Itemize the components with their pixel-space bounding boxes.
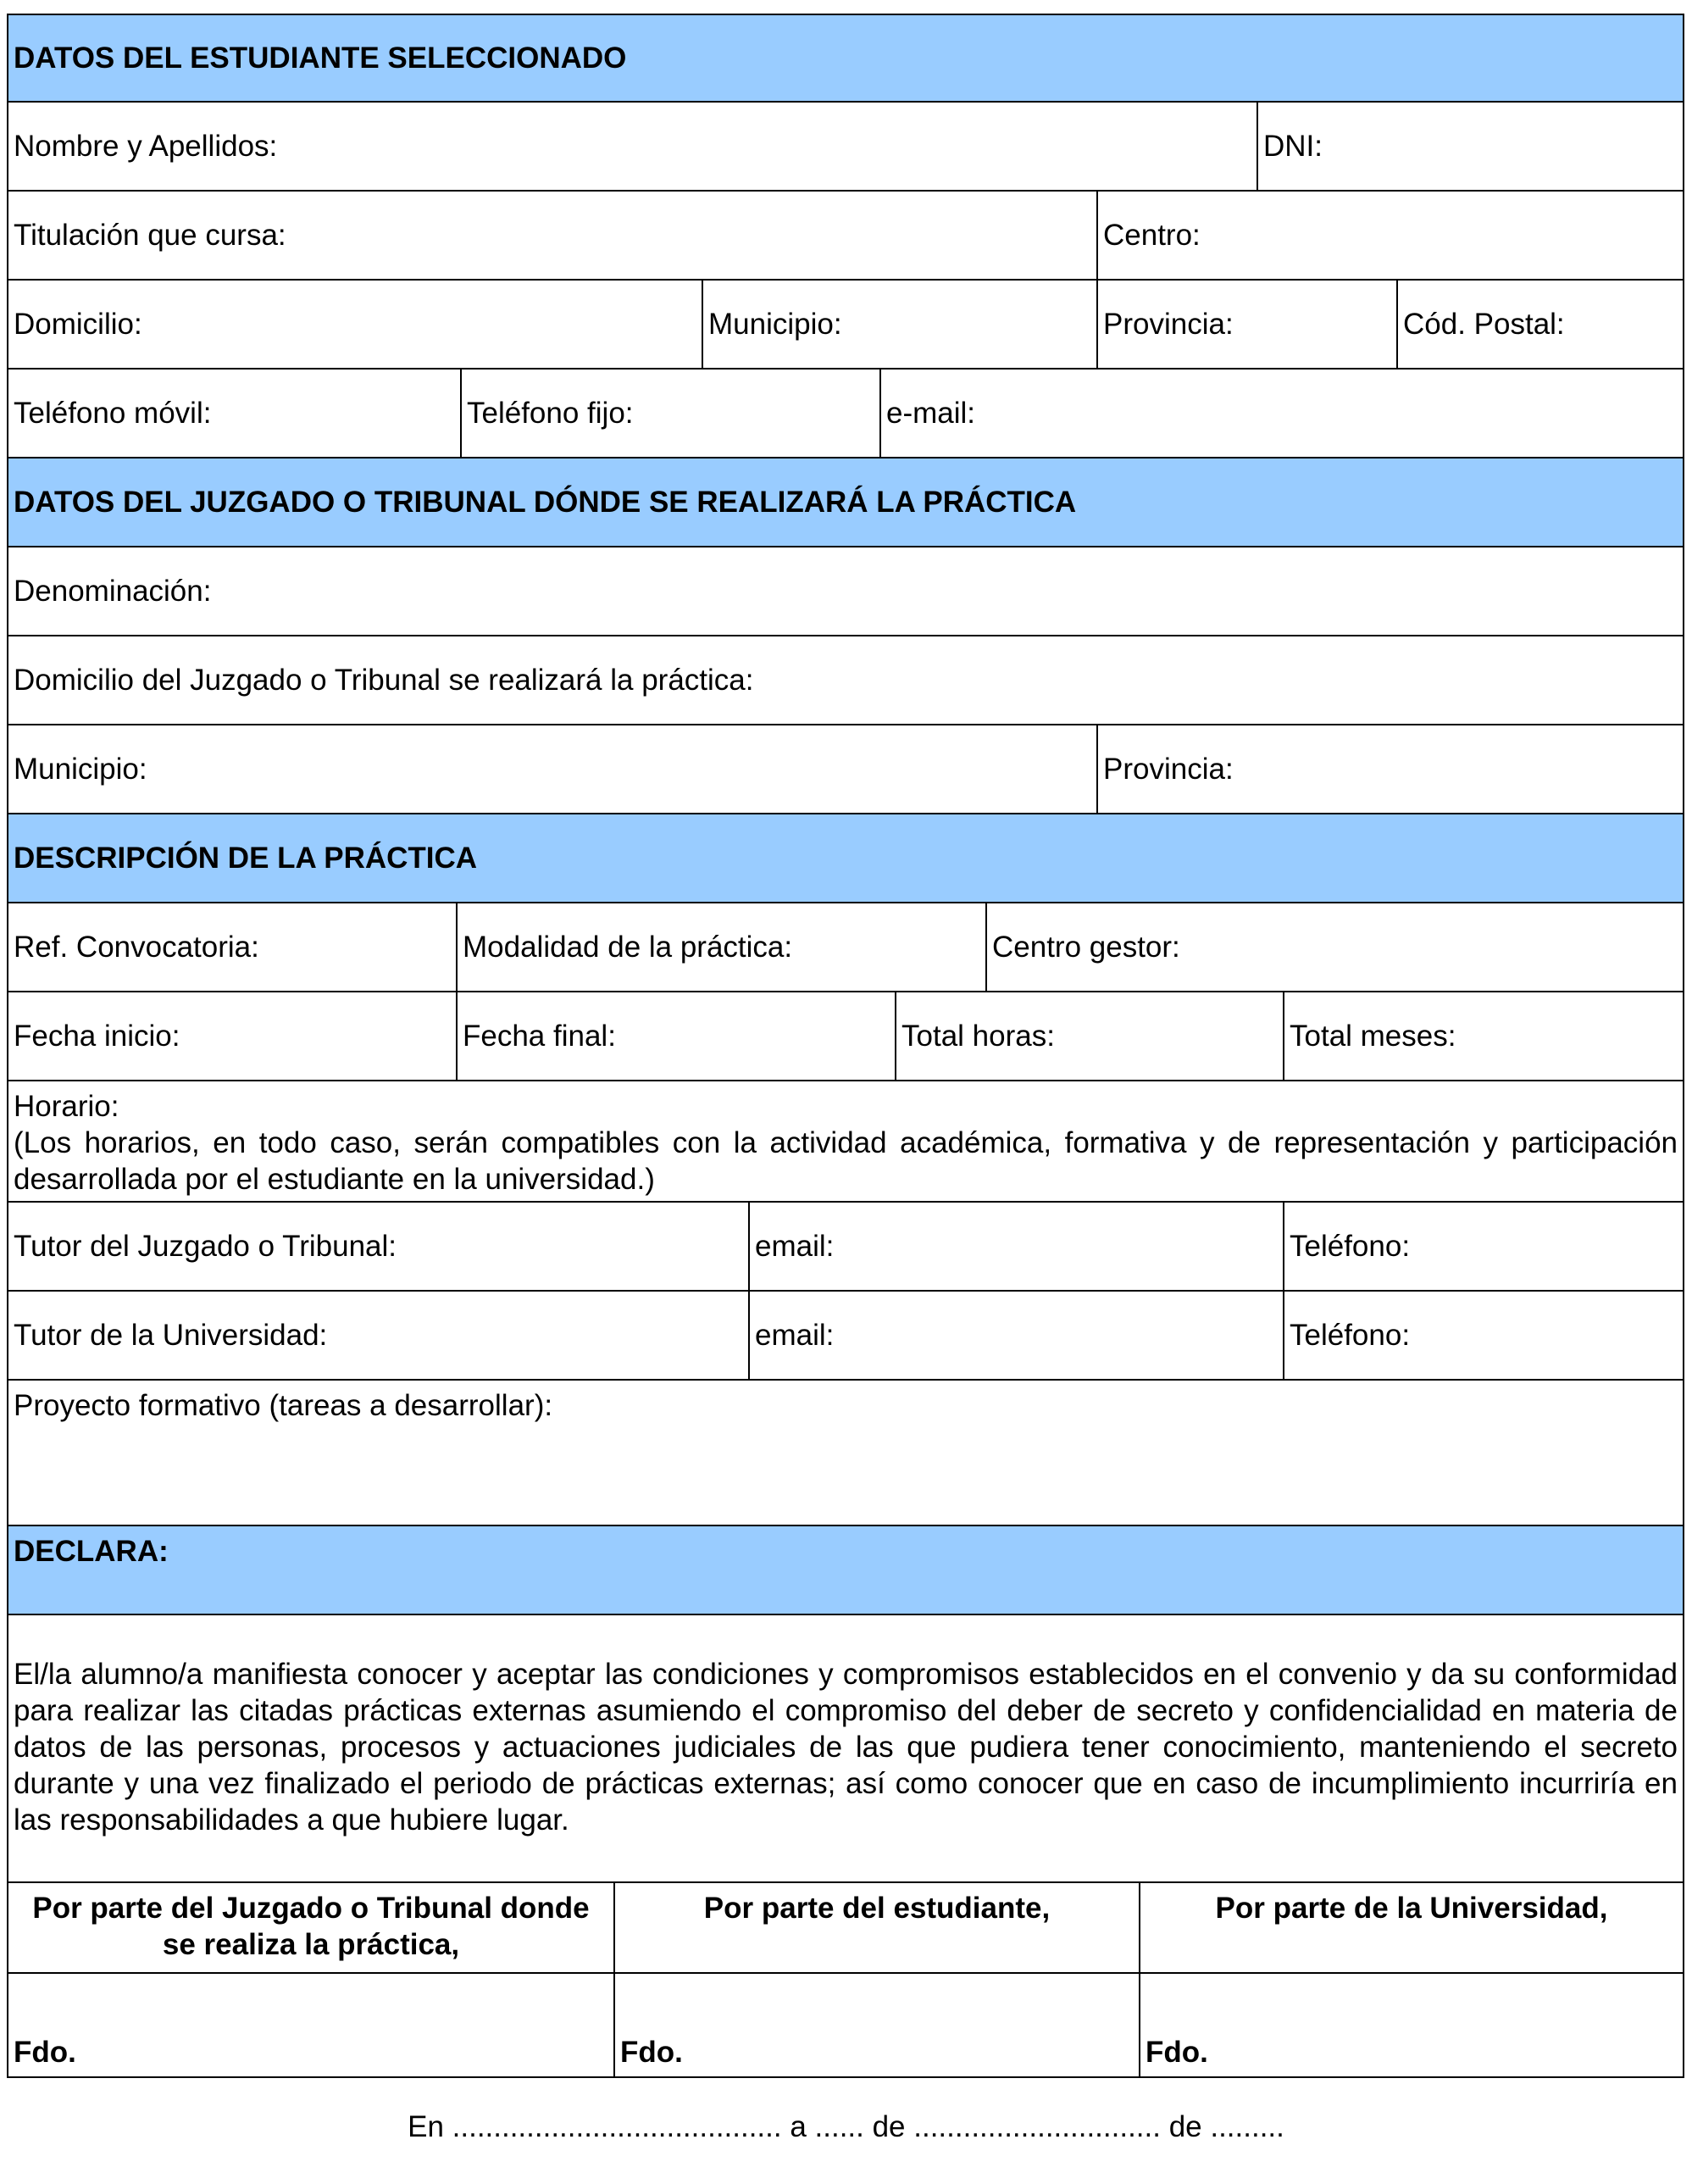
practice-total-hours-field[interactable]: Total horas: [896,992,1284,1080]
court-row-2 [7,636,1684,725]
declares-section-header: DECLARA: [8,1526,1683,1614]
university-tutor-email-field[interactable]: email: [750,1292,1284,1379]
practice-end-date-field[interactable]: Fecha final: [458,992,896,1080]
practice-ref-field[interactable]: Ref. Convocatoria: [8,903,458,991]
student-row-3 [7,281,1684,370]
court-denomination-field[interactable]: Denominación: [14,574,212,608]
practice-start-date-field[interactable]: Fecha inicio: [8,992,458,1080]
practice-managing-center-field[interactable]: Centro gestor: [992,930,1180,964]
student-email-field[interactable]: e-mail: [886,396,976,430]
signature-court-title: Por parte del Juzgado o Tribunal donde se realiza la práctica, [8,1883,615,1972]
student-address-field[interactable]: Domicilio: [8,281,703,368]
practice-schedule-field[interactable] [8,1081,1683,1201]
student-center-field[interactable]: Centro: [1103,218,1201,252]
practice-modality-field[interactable]: Modalidad de la práctica: [458,903,987,991]
court-province-field[interactable]: Provincia: [1103,752,1234,786]
university-tutor-phone-field[interactable]: Teléfono: [1290,1318,1411,1352]
signature-student-title: Por parte del estudiante, [615,1883,1140,1972]
student-row-4 [7,370,1684,458]
student-row-2 [7,192,1684,281]
place-date-line[interactable]: En ........................................ a ...... de .............................. de ......... [408,2110,1284,2143]
court-tutor-row [7,1203,1684,1292]
student-municipality-field[interactable]: Municipio: [703,281,1098,368]
schedule-note: (Los horarios, en todo caso, serán compatibles con la actividad académica, formativa y de representación y participación desarrollada por el estudiante en la universidad.) [14,1126,1678,1196]
student-mobile-field[interactable]: Teléfono móvil: [8,370,462,457]
schedule-label: Horario: [14,1090,119,1123]
court-row-1 [7,547,1684,636]
student-degree-field[interactable]: Titulación que cursa: [8,192,1098,279]
student-name-field[interactable]: Nombre y Apellidos: [8,103,1258,190]
practice-row-1 [7,903,1684,992]
signature-title-row [7,1883,1684,1974]
court-row-3 [7,725,1684,814]
signature-university-title: Por parte de la Universidad, [1215,1892,1608,1925]
signature-university-fdo[interactable]: Fdo. [1146,2036,1208,2069]
student-section-header: DATOS DEL ESTUDIANTE SELECCIONADO [8,15,1683,101]
practice-schedule-row [7,1081,1684,1203]
court-tutor-phone-field[interactable]: Teléfono: [1290,1229,1411,1263]
declaration-text: El/la alumno/a manifiesta conocer y aceptar las condiciones y compromisos establecidos en el convenio y da su conformidad para realizar las citadas prácticas externas asumiendo el compromiso del deber de secreto y confidencialidad en materia de datos de las personas, procesos y actuaciones judiciales de las que pudiera tener conocimiento, manteniendo el secreto durante y una vez finalizado el periodo de prácticas externas; así como conocer que en caso de incumplimiento incurriría en las responsabilidades a que hubiere lugar. [14,1658,1678,1837]
court-section-header: DATOS DEL JUZGADO O TRIBUNAL DÓNDE SE REALIZARÁ LA PRÁCTICA [8,458,1683,546]
practice-total-months-field[interactable]: Total meses: [1290,1019,1456,1053]
student-landline-field[interactable]: Teléfono fijo: [462,370,881,457]
declares-section-header-row [7,1526,1684,1615]
declaration-row [7,1615,1684,1883]
court-municipality-field[interactable]: Municipio: [8,725,1098,813]
student-province-field[interactable]: Provincia: [1098,281,1398,368]
project-row [7,1381,1684,1526]
university-tutor-field[interactable]: Tutor de la Universidad: [8,1292,750,1379]
court-tutor-field[interactable]: Tutor del Juzgado o Tribunal: [8,1203,750,1290]
signature-student-fdo[interactable]: Fdo. [615,1974,1140,2076]
student-row-1 [7,103,1684,192]
signature-court-fdo[interactable]: Fdo. [8,1974,615,2076]
student-dni-field[interactable]: DNI: [1263,129,1323,163]
student-postal-code-field[interactable]: Cód. Postal: [1403,307,1565,341]
practice-section-header-row [7,814,1684,903]
court-address-field[interactable]: Domicilio del Juzgado o Tribunal se realizará la práctica: [14,663,754,697]
signature-fdo-row [7,1974,1684,2078]
university-tutor-row [7,1292,1684,1381]
practice-section-header: DESCRIPCIÓN DE LA PRÁCTICA [8,814,1683,902]
practice-form [7,14,1684,2078]
practice-row-2 [7,992,1684,1081]
project-field[interactable]: Proyecto formativo (tareas a desarrollar): [14,1389,553,1422]
student-section-header-row [7,14,1684,103]
court-section-header-row [7,458,1684,547]
court-tutor-email-field[interactable]: email: [750,1203,1284,1290]
